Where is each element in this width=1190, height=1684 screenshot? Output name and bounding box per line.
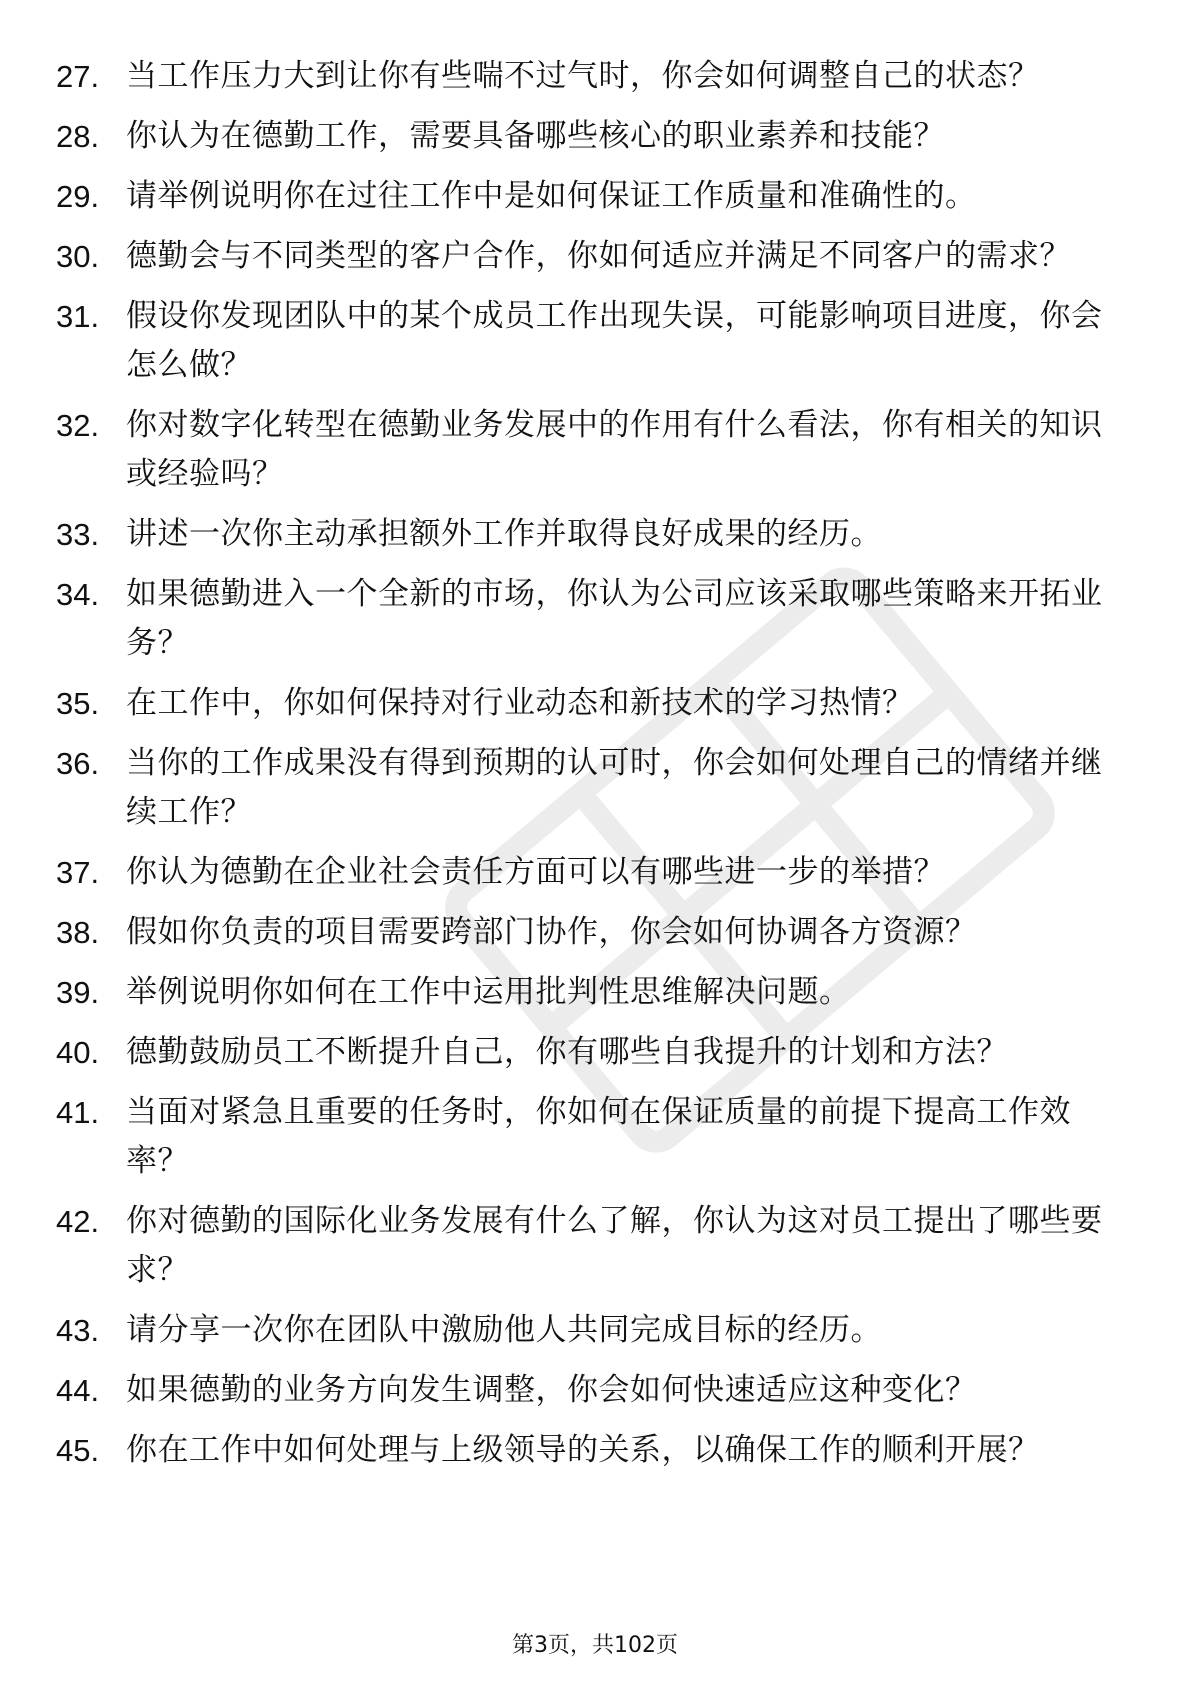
question-text: 你对德勤的国际化业务发展有什么了解，你认为这对员工提出了哪些要求？ [126,1203,1103,1288]
question-item [56,679,1116,728]
question-item [56,1366,1116,1415]
question-number: 44. [56,1373,100,1408]
question-item [56,848,1116,897]
question-number: 29. [56,179,100,214]
question-text: 假设你发现团队中的某个成员工作出现失误，可能影响项目进度，你会怎么做？ [126,298,1103,383]
question-item [56,112,1116,161]
question-text: 举例说明你如何在工作中运用批判性思维解决问题。 [126,974,851,1010]
question-list [56,52,1116,1486]
question-text: 你认为在德勤工作，需要具备哪些核心的职业素养和技能？ [126,118,945,154]
question-number: 39. [56,975,100,1010]
question-number: 45. [56,1433,100,1468]
question-text: 你在工作中如何处理与上级领导的关系，以确保工作的顺利开展？ [126,1432,1040,1468]
question-text: 当面对紧急且重要的任务时，你如何在保证质量的前提下提高工作效率？ [126,1094,1071,1179]
question-text: 如果德勤的业务方向发生调整，你会如何快速适应这种变化？ [126,1372,977,1408]
question-text: 请分享一次你在团队中激励他人共同完成目标的经历。 [126,1312,882,1348]
question-number: 32. [56,408,100,443]
question-number: 40. [56,1035,100,1070]
question-item [56,1426,1116,1475]
question-number: 36. [56,746,100,781]
question-text: 如果德勤进入一个全新的市场，你认为公司应该采取哪些策略来开拓业务？ [126,576,1103,661]
question-number: 27. [56,59,100,94]
question-item [56,401,1116,499]
question-item [56,1306,1116,1355]
question-item [56,739,1116,837]
question-number: 35. [56,686,100,721]
question-text: 假如你负责的项目需要跨部门协作，你会如何协调各方资源？ [126,914,977,950]
question-item [56,510,1116,559]
question-text: 讲述一次你主动承担额外工作并取得良好成果的经历。 [126,516,882,552]
question-item [56,292,1116,390]
question-text: 当工作压力大到让你有些喘不过气时，你会如何调整自己的状态？ [126,58,1040,94]
question-item [56,908,1116,957]
question-item [56,172,1116,221]
question-text: 在工作中，你如何保持对行业动态和新技术的学习热情？ [126,685,914,721]
question-text: 你对数字化转型在德勤业务发展中的作用有什么看法，你有相关的知识或经验吗？ [126,407,1103,492]
question-number: 30. [56,239,100,274]
question-item [56,1197,1116,1295]
question-number: 34. [56,577,100,612]
question-number: 41. [56,1095,100,1130]
question-number: 28. [56,119,100,154]
question-item [56,570,1116,668]
question-number: 43. [56,1313,100,1348]
question-number: 42. [56,1204,100,1239]
question-text: 德勤鼓励员工不断提升自己，你有哪些自我提升的计划和方法？ [126,1034,1008,1070]
question-item [56,968,1116,1017]
question-text: 德勤会与不同类型的客户合作，你如何适应并满足不同客户的需求？ [126,238,1071,274]
question-text: 你认为德勤在企业社会责任方面可以有哪些进一步的举措？ [126,854,945,890]
question-number: 37. [56,855,100,890]
question-number: 31. [56,299,100,334]
question-item [56,232,1116,281]
question-number: 38. [56,915,100,950]
question-item [56,52,1116,101]
question-text: 当你的工作成果没有得到预期的认可时，你会如何处理自己的情绪并继续工作？ [126,745,1103,830]
question-number: 33. [56,517,100,552]
question-text: 请举例说明你在过往工作中是如何保证工作质量和准确性的。 [126,178,977,214]
question-item [56,1028,1116,1077]
question-item [56,1088,1116,1186]
page-number-footer: 第3页，共102页 [512,1633,678,1658]
